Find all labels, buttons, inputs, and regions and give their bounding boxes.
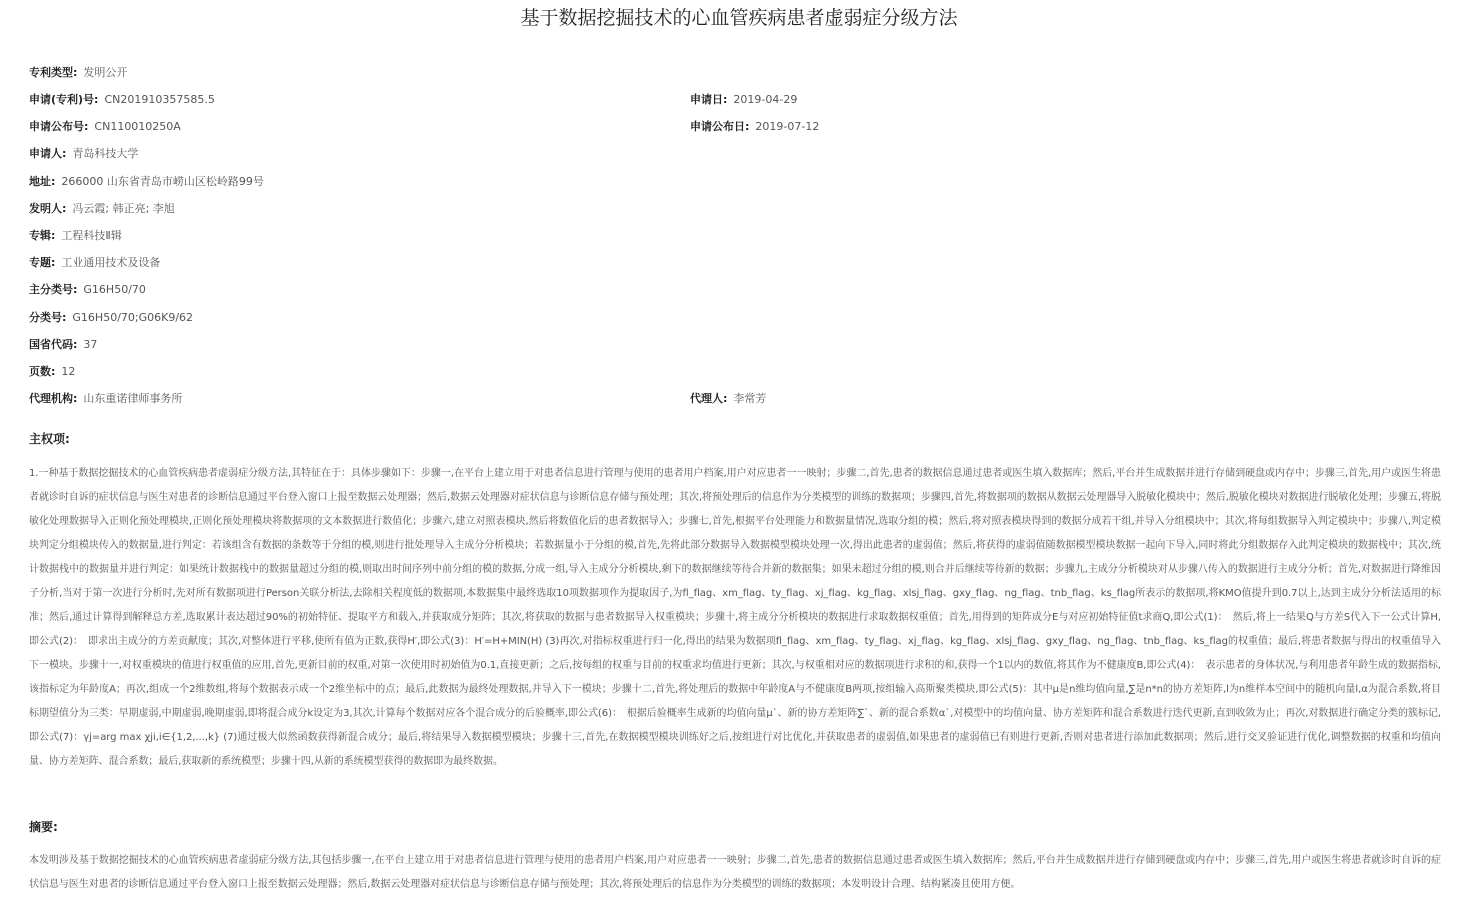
inventors-label: 发明人:	[29, 202, 67, 215]
publication-no-value: CN110010250A	[94, 120, 181, 133]
series-value: 工程科技Ⅱ辑	[61, 229, 122, 242]
patent-type-value: 发明公开	[83, 66, 128, 79]
application-no-label: 申请(专利)号:	[29, 93, 99, 106]
classification-label: 分类号:	[29, 311, 67, 324]
address-label: 地址:	[29, 175, 56, 188]
topic-value: 工业通用技术及设备	[61, 256, 161, 269]
patent-type-label: 专利类型:	[29, 66, 78, 79]
abstract-text: 本发明涉及基于数据挖掘技术的心血管疾病患者虚弱症分级方法,其包括步骤一,在平台上建立用于对患者信息进行管理与使用的患者用户档案,用户对应患者一一映射；步骤二,首先,患者的数据信息通过患者或医生填入数据库；然后,平台并生成数据并进行存储到硬盘或内存中；步骤三,首先,用户或医生将患者就诊时自诉的症状信息与医生对患者的诊断信息通过平台登入窗口上报至数据云处理器；然后,数据云处理器对症状信息与诊断信息存储与预处理；其次,将预处理后的信息作为分类模型的训练的数据项；本发明设计合理、结构紧凑且使用方便。	[29, 855, 1441, 890]
agency-value: 山东重诺律师事务所	[83, 392, 183, 405]
agent-value: 李常芳	[733, 392, 767, 405]
field-agent	[690, 392, 766, 406]
publication-date-value: 2019-07-12	[755, 120, 820, 133]
page-title: 基于数据挖掘技术的心血管疾病患者虚弱症分级方法	[520, 7, 958, 29]
province-code-value: 37	[83, 338, 98, 351]
pages-label: 页数:	[29, 365, 56, 378]
applicant-value: 青岛科技大学	[72, 147, 139, 160]
field-classification	[29, 311, 193, 325]
field-province-code	[29, 338, 97, 352]
agency-label: 代理机构:	[29, 392, 78, 405]
topic-label: 专题:	[29, 256, 56, 269]
field-agency	[29, 392, 182, 406]
address-value: 266000 山东省青岛市崂山区松岭路99号	[61, 175, 264, 188]
applicant-label: 申请人:	[29, 147, 67, 160]
series-label: 专辑:	[29, 229, 56, 242]
field-patent-type	[29, 66, 127, 80]
field-publication-date	[690, 120, 819, 134]
classification-value: G16H50/70;G06K9/62	[72, 311, 194, 324]
field-topic	[29, 256, 160, 270]
province-code-label: 国省代码:	[29, 338, 78, 351]
application-no-value: CN201910357585.5	[104, 93, 215, 106]
abstract-heading: 摘要:	[29, 820, 58, 834]
inventors-value: 冯云霞; 韩正亮; 李旭	[72, 202, 175, 215]
claims-text: 1.一种基于数据挖掘技术的心血管疾病患者虚弱症分级方法,其特征在于：具体步骤如下：步骤一,在平台上建立用于对患者信息进行管理与使用的患者用户档案,用户对应患者一一映射；步骤二,首先,患者的数据信息通过患者或医生填入数据库；然后,平台并生成数据并进行存储到硬盘或内存中；步骤三,首先,用户或医生将患者就诊时自诉的症状信息与医生对患者的诊断信息通过平台登入窗口上报至数据云处理器；然后,数据云处理器对症状信息与诊断信息存储与预处理；其次,将预处理后的信息作为分类模型的训练的数据项；步骤四,首先,将数据项的数据从数据云处理器导入脱敏化模块中；然后,脱敏化模块对数据进行脱敏化处理；步骤五,将脱敏化处理数据导入正则化预处理模块,正则化预处理模块将数据项的文本数据进行数值化；步骤六,建立对照表模块,然后将数值化后的患者数据导入；步骤七,首先,根据平台处理能力和数据量情况,选取分组的模；然后,将对照表模块得到的数据分成若干组,并导入分组模块中；其次,将每组数据导入判定模块中；步骤八,判定模块判定分组模块传入的数据量,进行判定：若该组含有数据的条数等于分组的模,则进行批处理导入主成分分析模块；若数据量小于分组的模,首先,先将此部分数据导入数据模型模块处理一次,得出此患者的虚弱值；然后,将获得的虚弱值随数据模型模块数据一起向下导入,同时将此分组数据存入此判定模块的数据栈中；其次,统计数据栈中的数据量并进行判定：如果统计数据栈中的数据量超过分组的模,则取出时间序列中前分组的模的数据,分成一组,导入主成分分析模块,剩下的数据继续等待合并新的数据集；如果未超过分组的模,则合并后继续等待新的数据；步骤九,主成分分析模块对从步骤八传入的数据进行主成分分析；首先,对数据进行降维因子分析,当对于第一次进行分析时,先对所有数据项进行Person关联分析法,去除相关程度低的数据项,本数据集中最终选取10项数据项作为提取因子,为fl_flag、xm_flag、ty_flag、xj_flag、kg_flag、xlsj_flag、gxy_flag、ng_flag、tnb_flag、ks_flag所表示的数据项,将KMO值提升到0.7以上,达到主成分分析法适用的标准；然后,通过计算得到解释总方差,选取累计表达超过90%的初始特征、提取平方和载入,并获取成分矩阵；其次,将获取的数据与患者数据导入权重模块；步骤十,将主成分分析模块的数据进行求取数据权重值；首先,用得到的矩阵成分E与对应初始特征值t求商Q,即公式(1)： 然后,将上一结果Q与方差S代入下一公式计算H,即公式(2)： 即求出主成分的方差贡献度；其次,对整体进行平移,使所有值为正数,获得H′,即公式(3)：H′=H+MIN(H) (3)再次,对指标权重进行归一化,得出的结果为数据项fl_flag、xm_flag、ty_flag、xj_flag、kg_flag、xlsj_flag、gxy_flag、ng_flag、tnb_flag、ks_flag的权重值；最后,将患者数据与得出的权重值导入下一模块。步骤十一,对权重模块的值进行权重值的应用,首先,更新目前的权重,对第一次使用时初始值为0.1,直接更新；之后,按每组的权重与目前的权重求均值进行更新；其次,与权重相对应的数据项进行求积的和,获得一个1以内的数值,将其作为不健康度B,即公式(4)： 表示患者的身体状况,与利用患者年龄生成的数据指标,该指标定为年龄度A；再次,组成一个2维数组,将每个数据表示成一个2维坐标中的点；最后,此数据为最终处理数据,并导入下一模块；步骤十二,首先,将处理后的数据中年龄度A与不健康度B两项,按组输入高斯聚类模块,即公式(5)：其中μ是n维均值向量,∑是n*n的协方差矩阵,l为n维样本空间中的随机向量l,α为混合系数,将目标期望值分为三类：早期虚弱,中期虚弱,晚期虚弱,即将混合成分k设定为3,其次,计算每个数据对应各个混合成分的后验概率,即公式(6)： 根据后验概率生成新的均值向量μ`、新的协方差矩阵∑`、新的混合系数α`,对模型中的均值向量、协方差矩阵和混合系数进行迭代更新,直到收敛为止；再次,对数据进行确定分类的簇标记,即公式(7)：γj=arg max χji,i∈{1,2,...,k} (7)通过极大似然函数获得新混合成分；最后,将结果导入数据模型模块；步骤十三,首先,在数据模型模块训练好之后,按组进行对比优化,并获取患者的虚弱值,如果患者的虚弱值已有则进行更新,否则对患者进行添加此数据项；然后,进行交叉验证进行优化,调整数据的权重和均值向量、协方差矩阵、混合系数；最后,获取新的系统模型；步骤十四,从新的系统模型获得的数据即为最终数据。	[29, 468, 1441, 767]
field-address	[29, 175, 264, 189]
field-publication-no	[29, 120, 181, 134]
main-class-label: 主分类号:	[29, 283, 78, 296]
field-pages	[29, 365, 75, 379]
main-class-value: G16H50/70	[83, 283, 146, 296]
field-application-no	[29, 93, 215, 107]
application-date-label: 申请日:	[690, 93, 728, 106]
publication-date-label: 申请公布日:	[690, 120, 750, 133]
agent-label: 代理人:	[690, 392, 728, 405]
field-main-class	[29, 283, 146, 297]
pages-value: 12	[61, 365, 76, 378]
field-inventors	[29, 202, 175, 216]
claims-heading: 主权项:	[29, 432, 70, 446]
application-date-value: 2019-04-29	[733, 93, 798, 106]
field-series	[29, 229, 122, 243]
field-application-date	[690, 93, 797, 107]
field-applicant	[29, 147, 138, 161]
publication-no-label: 申请公布号:	[29, 120, 89, 133]
